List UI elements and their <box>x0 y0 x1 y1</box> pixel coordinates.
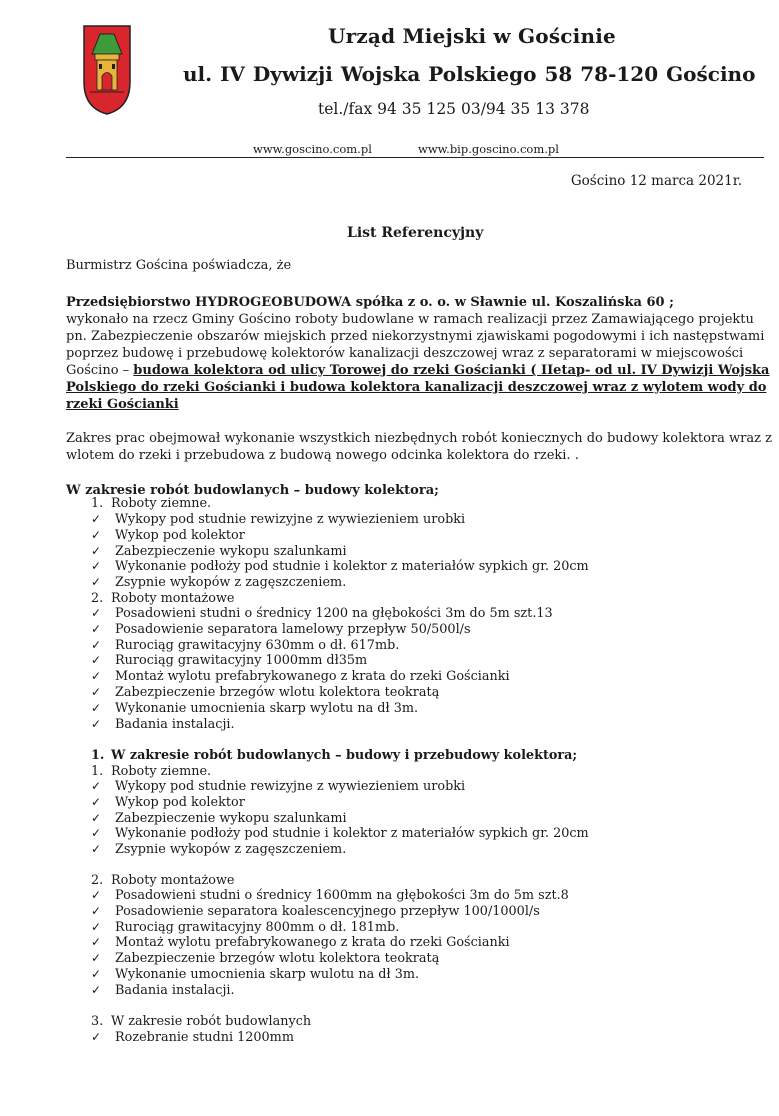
bip-website-link[interactable]: www.bip.goscino.com.pl <box>418 142 559 156</box>
section1-group2-item-text: Rurociąg grawitacyjny 1000mm dł35m <box>115 653 368 669</box>
project-name-line3: rzeki Gościanki <box>66 397 179 412</box>
para1-line3: poprzez budowę i przebudowę kolektorów kanalizacji deszczowej wraz z separatorami w miejscowości <box>66 346 744 361</box>
checkmark-icon: ✓ <box>91 653 102 668</box>
section2-group1-item <box>91 795 245 810</box>
section1-group2-item-text: Zabezpieczenie brzegów wlotu kolektora teokratą <box>115 685 440 700</box>
checkmark-icon: ✓ <box>91 669 102 684</box>
section2-group1-item-text: Wykop pod kolektor <box>115 794 245 810</box>
section2-heading-number: 1. <box>91 748 105 763</box>
checkmark-icon: ✓ <box>91 559 102 574</box>
checkmark-icon: ✓ <box>91 982 102 997</box>
letter-date: Gościno 12 marca 2021r. <box>570 173 742 189</box>
section2-group2-item <box>91 888 569 903</box>
company-name: Przedsiębiorstwo HYDROGEOBUDOWA spółka z o. o. w Sławnie ul. Koszalińska 60 ; <box>66 295 674 310</box>
office-address: ul. IV Dywizji Wojska Polskiego 58 78-120 Gościno <box>183 62 756 86</box>
section1-group2-item-text: Badania instalacji. <box>115 716 235 732</box>
para1-line4 <box>66 362 769 379</box>
section2-group2-item <box>91 904 540 919</box>
section1-group1-item <box>91 528 245 543</box>
section2-group2-item-text: Rurociąg grawitacyjny 800mm o dł. 181mb. <box>115 919 400 935</box>
section1-group2-heading-number: 2. <box>91 591 104 606</box>
section2-group2-item-text: Posadowienie separatora koalescencyjnego przepływ 100/1000l/s <box>115 903 540 919</box>
checkmark-icon: ✓ <box>91 716 102 731</box>
section2-group2-heading-label: Roboty montażowe <box>111 873 235 888</box>
section2-group1-item <box>91 811 347 826</box>
checkmark-icon: ✓ <box>91 903 102 918</box>
section1-group2-item <box>91 717 235 732</box>
checkmark-icon: ✓ <box>91 700 102 715</box>
section2-heading-label: W zakresie robót budowlanych – budowy i przebudowy kolektora; <box>111 748 578 763</box>
section1-group2-item-text: Posadowieni studni o średnicy 1200 na głębokości 3m do 5m szt.13 <box>115 606 553 621</box>
section2-group2-item <box>91 983 235 998</box>
section2-heading <box>91 748 577 763</box>
section2-group3-heading-number: 3. <box>91 1014 104 1029</box>
section1-group2-item <box>91 606 553 621</box>
checkmark-icon: ✓ <box>91 826 102 841</box>
section1-group2-item-text: Rurociąg grawitacyjny 630mm o dł. 617mb. <box>115 637 400 653</box>
section2-group1-heading-label: Roboty ziemne. <box>111 764 212 779</box>
section1-group2-item <box>91 701 418 716</box>
section1-group1-heading <box>91 496 211 511</box>
project-name-line2: Polskiego do rzeki Gościanki i budowa kolektora kanalizacji deszczowej wraz z wylotem wody do <box>66 380 767 395</box>
section1-group1-heading-number: 1. <box>91 496 104 511</box>
section1-group1-item <box>91 512 465 527</box>
section2-group2-item <box>91 920 399 935</box>
section2-group1-heading-number: 1. <box>91 764 104 779</box>
para1-line2: pn. Zabezpieczenie obszarów miejskich przed niekorzystnymi zjawiskami pogodowymi i ich następstwami <box>66 329 765 344</box>
checkmark-icon: ✓ <box>91 967 102 981</box>
section2-group3-item <box>91 1030 294 1045</box>
section1-group1-item <box>91 544 347 559</box>
checkmark-icon: ✓ <box>91 543 102 558</box>
section2-group2-item-text: Zabezpieczenie brzegów wlotu kolektora teokratą <box>115 951 440 967</box>
section1-group1-item-text: Wykop pod kolektor <box>115 527 245 543</box>
letter-title: List Referencyjny <box>347 225 484 241</box>
section1-group1-item-text: Wykopy pod studnie rewizyjne z wywiezieniem urobki <box>115 512 466 527</box>
section1-group2-item-text: Posadowienie separatora lamelowy przepływ 50/500l/s <box>115 621 471 637</box>
checkmark-icon: ✓ <box>91 512 102 526</box>
checkmark-icon: ✓ <box>91 779 102 793</box>
checkmark-icon: ✓ <box>91 685 102 699</box>
section1-group2-item <box>91 685 439 700</box>
checkmark-icon: ✓ <box>91 1030 102 1044</box>
section2-group1-item <box>91 842 346 857</box>
coat-of-arms-logo <box>82 24 132 116</box>
section1-heading: W zakresie robót budowlanych – budowy kolektora; <box>66 483 439 498</box>
office-name: Urząd Miejski w Gościnie <box>328 24 616 48</box>
section2-group1-item-text: Zabezpieczenie wykopu szalunkami <box>115 810 347 826</box>
section1-group1-item <box>91 575 346 590</box>
section1-group2-item-text: Montaż wylotu prefabrykowanego z krata do rzeki Gościanki <box>115 669 510 685</box>
section1-group1-item-text: Zabezpieczenie wykopu szalunkami <box>115 543 347 559</box>
intro-text: Burmistrz Gościna poświadcza, że <box>66 258 292 273</box>
para2-line1: Zakres prac obejmował wykonanie wszystkich niezbędnych robót koniecznych do budowy kolektora wraz z <box>66 431 772 446</box>
section1-group1-item-text: Wykonanie podłoży pod studnie i kolektor z materiałów sypkich gr. 20cm <box>115 559 589 575</box>
checkmark-icon: ✓ <box>91 575 102 590</box>
section2-group2-item <box>91 967 419 982</box>
para2-line2: wlotem do rzeki i przebudowa z budową nowego odcinka kolektora do rzeki. . <box>66 448 579 463</box>
section2-group1-item-text: Wykopy pod studnie rewizyjne z wywiezieniem urobki <box>115 779 466 794</box>
section1-group2-item <box>91 653 367 668</box>
section2-group2-item-text: Posadowieni studni o średnicy 1600mm na głębokości 3m do 5m szt.8 <box>115 888 569 903</box>
checkmark-icon: ✓ <box>91 527 102 542</box>
checkmark-icon: ✓ <box>91 794 102 809</box>
section2-group3-heading-label: W zakresie robót budowlanych <box>111 1014 312 1029</box>
checkmark-icon: ✓ <box>91 935 102 950</box>
header-divider <box>66 157 764 158</box>
section2-group1-item <box>91 779 465 794</box>
section1-group2-item-text: Wykonanie umocnienia skarp wylotu na dł 3m. <box>115 700 419 716</box>
section2-group3-item-text: Rozebranie studni 1200mm <box>115 1030 294 1045</box>
section1-group1-item-text: Zsypnie wykopów z zagęszczeniem. <box>115 575 347 591</box>
section2-group1-item <box>91 826 589 841</box>
checkmark-icon: ✓ <box>91 842 102 857</box>
checkmark-icon: ✓ <box>91 606 102 620</box>
checkmark-icon: ✓ <box>91 621 102 636</box>
section2-group3-heading <box>91 1014 311 1029</box>
para1-line4-plain: Gościno – <box>66 363 134 378</box>
section1-group2-item <box>91 638 399 653</box>
para1-line1: wykonało na rzecz Gminy Gościno roboty budowlane w ramach realizacji przez Zamawiającego projektu <box>66 312 754 327</box>
checkmark-icon: ✓ <box>91 888 102 902</box>
section2-group2-item-text: Wykonanie umocnienia skarp wulotu na dł 3m. <box>115 967 420 982</box>
section1-group2-item <box>91 622 471 637</box>
checkmark-icon: ✓ <box>91 810 102 825</box>
checkmark-icon: ✓ <box>91 637 102 652</box>
section1-group2-heading-label: Roboty montażowe <box>111 591 235 606</box>
section2-group1-heading <box>91 764 211 779</box>
section2-group2-item-text: Montaż wylotu prefabrykowanego z krata do rzeki Gościanki <box>115 935 510 951</box>
section1-group2-heading <box>91 591 235 606</box>
section2-group1-item-text: Wykonanie podłoży pod studnie i kolektor z materiałów sypkich gr. 20cm <box>115 826 589 842</box>
project-name: budowa kolektora od ulicy Torowej do rzeki Gościanki ( IIetap- od ul. IV Dywizji Wojska <box>133 363 770 378</box>
checkmark-icon: ✓ <box>91 951 102 966</box>
section1-group2-item <box>91 669 510 684</box>
section2-group2-heading-number: 2. <box>91 873 104 888</box>
section2-group2-heading <box>91 873 235 888</box>
section2-group2-item-text: Badania instalacji. <box>115 982 235 998</box>
section2-group2-item <box>91 935 510 950</box>
checkmark-icon: ✓ <box>91 919 102 934</box>
section1-group1-heading-label: Roboty ziemne. <box>111 496 212 511</box>
section2-group2-item <box>91 951 439 966</box>
section1-group1-item <box>91 559 589 574</box>
office-phone: tel./fax 94 35 125 03/94 35 13 378 <box>318 100 590 118</box>
website-link[interactable]: www.goscino.com.pl <box>253 142 372 156</box>
section2-group1-item-text: Zsypnie wykopów z zagęszczeniem. <box>115 842 347 858</box>
